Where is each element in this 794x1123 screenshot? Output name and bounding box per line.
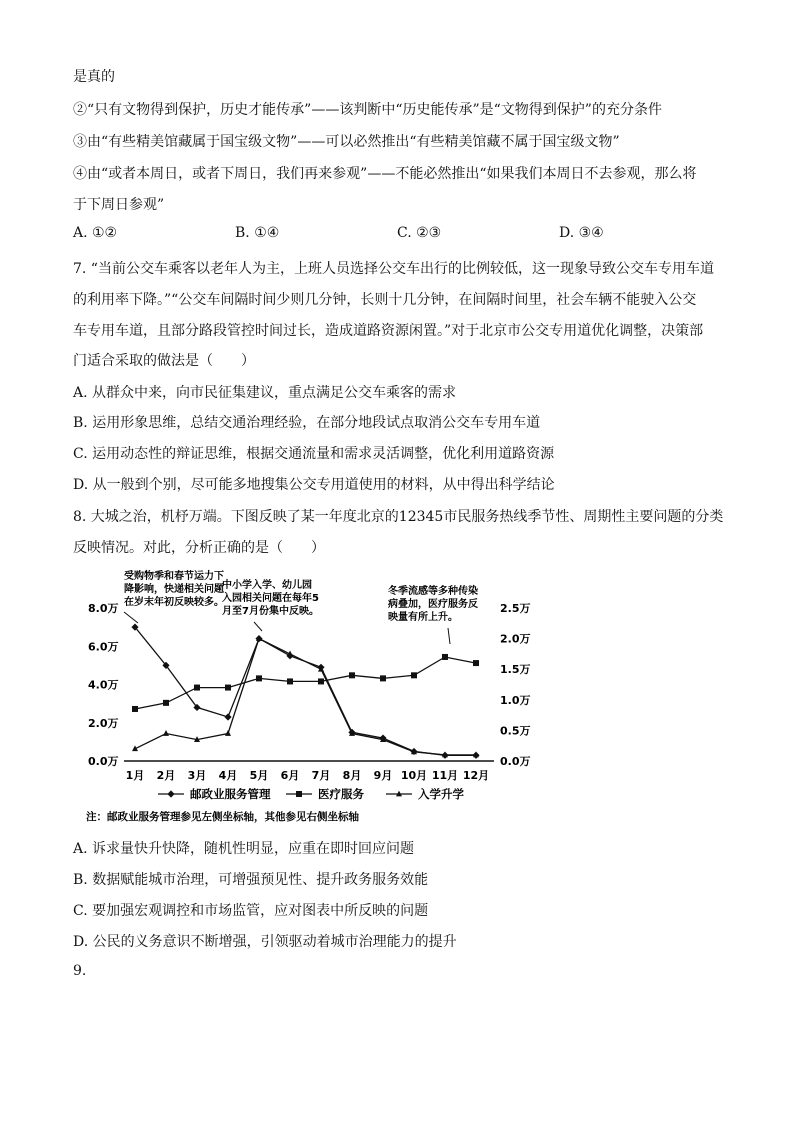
annotation-line: 映量有所上升。 (388, 612, 458, 623)
left-axis-tick-label: 6.0万 (88, 640, 119, 654)
left-axis-ticks (88, 602, 119, 768)
annotation-line: 入园相关问题在每年5 (222, 593, 319, 604)
data-point-square (442, 654, 448, 660)
x-axis-month-label: 12月 (462, 769, 490, 782)
x-axis-month-label: 5月 (249, 769, 269, 782)
q7-option-a: A. 从群众中来，向市民征集建议，重点满足公交车乘客的需求 (73, 385, 457, 401)
right-axis-tick-label: 1.5万 (500, 663, 531, 677)
chart-annotations (124, 569, 478, 644)
q6-options (73, 225, 733, 245)
right-axis-tick-label: 1.0万 (500, 693, 531, 707)
data-point-square (473, 660, 479, 666)
left-axis-tick-label: 4.0万 (88, 678, 119, 692)
series-line (135, 657, 476, 709)
data-point-square (256, 675, 262, 681)
annotation-leader-line (448, 628, 450, 644)
data-point-diamond (167, 790, 174, 797)
right-axis-tick-label: 0.5万 (500, 724, 531, 738)
x-axis-month-label: 11月 (431, 769, 459, 782)
chart-series (131, 624, 479, 759)
annotation-leader-line (124, 612, 138, 623)
data-point-square (287, 678, 293, 684)
left-axis-tick-label: 0.0万 (88, 755, 119, 768)
chart-annotation (124, 569, 224, 623)
data-point-square (194, 685, 200, 691)
q7-option-d: D. 从一般到个别，尽可能多地搜集公交专用道使用的材料，从中得出科学结论 (73, 477, 555, 493)
data-point-square (349, 672, 355, 678)
q7-stem-line-1: 7. “当前公交车乘客以老年人为主，上班人员选择公交车出行的比例较低，这一现象导致公交车专用车道 (73, 261, 714, 277)
q7-option-c: C. 运用动态性的辩证思维，根据交通流量和需求灵活调整，优化利用道路资源 (73, 446, 555, 462)
q8-stem-line-1: 8. 大城之治，机杼万端。下图反映了某一年度北京的12345市民服务热线季节性、周期性主要问题的分类 (73, 509, 724, 525)
q6-statement-2: ②“只有文物得到保护，历史才能传承”——该判断中“历史能传承”是“文物得到保护”的充分条件 (73, 102, 662, 118)
x-axis-month-label: 7月 (311, 769, 331, 782)
series-triangle (132, 635, 479, 757)
q6-option-d: D. ③④ (559, 225, 604, 241)
data-point-square (296, 791, 302, 797)
annotation-leader-line (254, 622, 262, 631)
chart-annotation (222, 578, 319, 631)
data-point-square (318, 678, 324, 684)
q8-stem-line-2: 反映情况。对此，分析正确的是（ ） (73, 540, 325, 556)
series-diamond (131, 624, 479, 759)
annotation-line: 月至7月份集中反映。 (222, 606, 319, 617)
q8-option-d: D. 公民的义务意识不断增强，引领驱动着城市治理能力的提升 (73, 934, 457, 950)
legend-item (386, 787, 464, 801)
x-axis-month-label: 3月 (187, 769, 207, 782)
series-line (135, 627, 476, 755)
x-axis-month-label: 1月 (125, 769, 145, 782)
left-axis-tick-label: 8.0万 (88, 602, 119, 615)
q8-option-c: C. 要加强宏观调控和市场监管，应对图表中所反映的问题 (73, 903, 429, 919)
x-axis-month-label: 9月 (373, 769, 393, 782)
data-point-triangle (225, 730, 231, 736)
hotline-issues-line-chart (86, 568, 556, 830)
right-axis-tick-label: 0.0万 (500, 755, 531, 768)
data-point-square (163, 700, 169, 706)
data-point-diamond (224, 713, 231, 720)
legend-label: 医疗服务 (318, 787, 364, 801)
q9-label: 9. (73, 963, 87, 979)
q6-option-b: B. ①④ (235, 225, 280, 241)
q7-stem-line-4: 门适合采取的做法是（ ） (73, 353, 255, 369)
x-axis-month-labels (126, 769, 489, 782)
legend-item (158, 787, 271, 801)
x-axis-month-label: 6月 (280, 769, 300, 782)
annotation-line: 在岁末年初反映较多。 (124, 597, 224, 608)
x-axis-month-label: 10月 (400, 769, 428, 782)
q6-statement-4-continued: 于下周日参观” (73, 197, 165, 213)
annotation-line: 中小学入学、幼儿园 (222, 580, 312, 591)
q7-stem-line-2: 的利用率下降。”“公交车间隔时间少则几分钟，长则十几分钟，在间隔时间里，社会车辆不能驶入公交 (73, 292, 697, 308)
series-square (132, 654, 479, 712)
legend-label: 入学升学 (418, 787, 464, 801)
data-point-square (380, 675, 386, 681)
q6-statement-4: ④由“或者本周日，或者下周日，我们再来参观”——不能必然推出“如果我们本周日不去参观，那么将 (73, 166, 697, 182)
data-point-square (411, 672, 417, 678)
q6-continuation-line-1: 是真的 (73, 69, 115, 85)
series-line (135, 639, 476, 755)
q6-statement-3: ③由“有些精美馆藏属于国宝级文物”——可以必然推出“有些精美馆藏不属于国宝级文物” (73, 134, 620, 150)
data-point-square (132, 706, 138, 712)
q7-stem-line-3: 车专用车道，且部分路段管控时间过长，造成道路资源闲置。”对于北京市公交专用道优化调整，决策部 (73, 323, 704, 339)
x-axis-month-label: 4月 (218, 769, 238, 782)
q8-option-a: A. 诉求量快升快降，随机性明显，应重在即时回应问题 (73, 841, 415, 857)
q7-option-b: B. 运用形象思维，总结交通治理经验，在部分地段试点取消公交车专用车道 (73, 415, 541, 431)
chart-legend (158, 787, 464, 801)
annotation-line: 冬季流感等多种传染 (388, 586, 478, 597)
right-axis-ticks (500, 602, 531, 768)
chart-note: 注：邮政业服务管理参见左侧坐标轴，其他参见右侧坐标轴 (86, 811, 359, 823)
left-axis-tick-label: 2.0万 (88, 716, 119, 730)
right-axis-tick-label: 2.5万 (500, 602, 531, 615)
q8-option-b: B. 数据赋能城市治理，可增强预见性、提升政务服务效能 (73, 872, 429, 888)
annotation-line: 病叠加，医疗服务反 (388, 599, 478, 610)
annotation-line: 受购物季和春节运力下 (124, 571, 224, 582)
x-axis-month-label: 2月 (156, 769, 176, 782)
legend-item (286, 787, 364, 801)
right-axis-tick-label: 2.0万 (500, 632, 531, 646)
annotation-line: 降影响，快递相关问题 (124, 584, 224, 595)
x-axis-month-label: 8月 (342, 769, 362, 782)
chart-annotation (387, 584, 478, 644)
data-point-square (225, 685, 231, 691)
q6-option-c: C. ②③ (397, 225, 442, 241)
q6-option-a: A. ①② (73, 225, 118, 241)
data-point-triangle (163, 730, 169, 736)
legend-label: 邮政业服务管理 (190, 787, 271, 801)
